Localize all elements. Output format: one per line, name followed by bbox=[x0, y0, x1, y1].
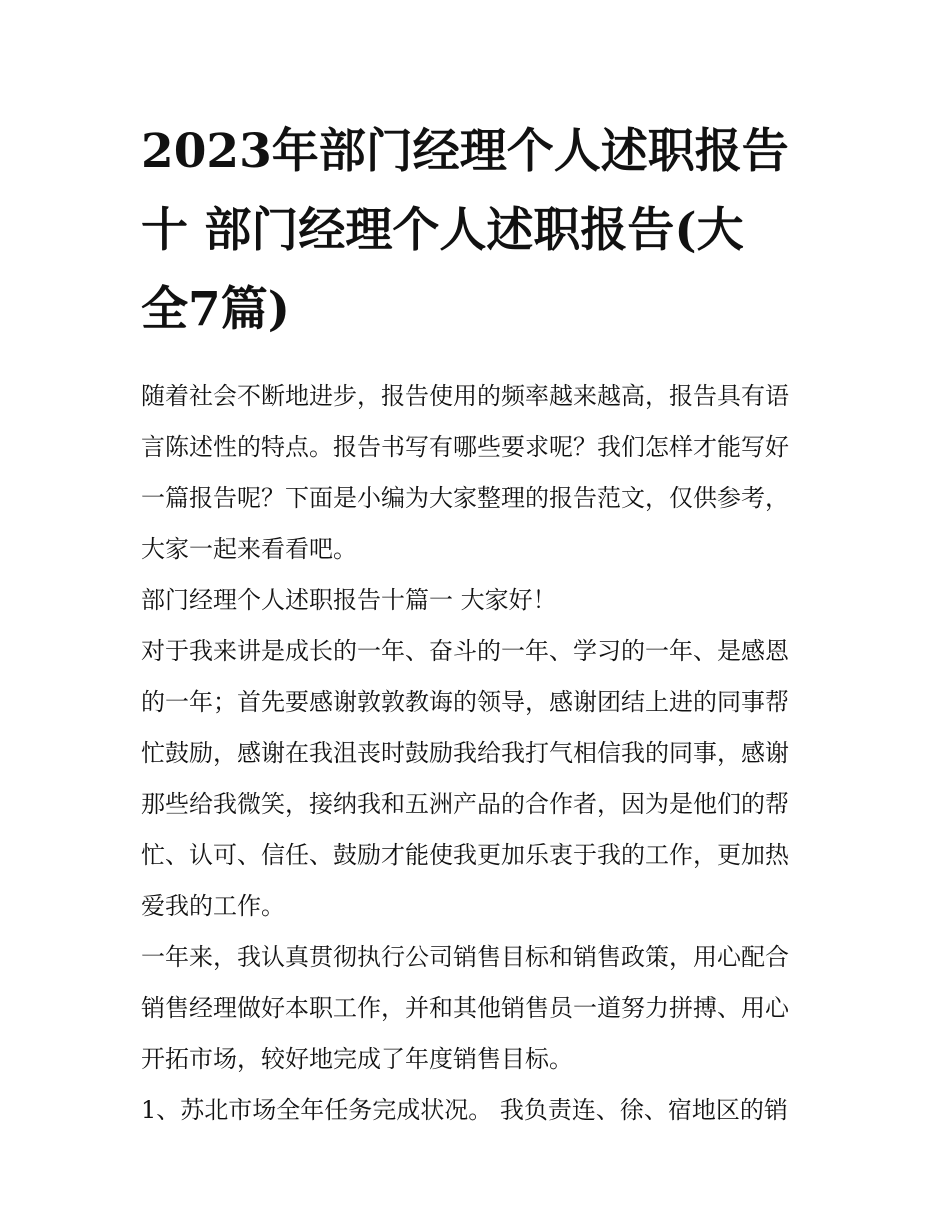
paragraph-line: 随着社会不断地进步，报告使用的频率越来越高，报告具有语 bbox=[141, 382, 789, 410]
paragraph-line: 部门经理个人述职报告十篇一 大家好！ bbox=[141, 586, 557, 614]
document-content bbox=[141, 112, 819, 1136]
paragraph-line: 爱我的工作。 bbox=[141, 892, 285, 920]
intro-paragraph bbox=[141, 371, 819, 575]
document-title bbox=[141, 112, 819, 349]
title-line-2: 十 部门经理个人述职报告(大 bbox=[141, 203, 744, 258]
paragraph-line: 的一年；首先要感谢敦敦教诲的领导，感谢团结上进的同事帮 bbox=[141, 688, 789, 716]
paragraph-line: 一年来，我认真贯彻执行公司销售目标和销售政策，用心配合 bbox=[141, 943, 789, 971]
gratitude-paragraph bbox=[141, 626, 819, 932]
summary-paragraph bbox=[141, 932, 819, 1085]
paragraph-line: 1、苏北市场全年任务完成状况。 我负责连、徐、宿地区的销 bbox=[141, 1096, 788, 1124]
paragraph-line: 一篇报告呢？下面是小编为大家整理的报告范文，仅供参考， bbox=[141, 484, 789, 512]
paragraph-line: 对于我来讲是成长的一年、奋斗的一年、学习的一年、是感恩 bbox=[141, 637, 789, 665]
title-line-1: 2023年部门经理个人述职报告 bbox=[141, 124, 789, 179]
paragraph-line: 大家一起来看看吧。 bbox=[141, 535, 357, 563]
numbered-item-paragraph bbox=[141, 1085, 819, 1136]
paragraph-line: 忙、认可、信任、鼓励才能使我更加乐衷于我的工作，更加热 bbox=[141, 841, 789, 869]
title-line-3: 全7篇) bbox=[141, 282, 290, 337]
paragraph-line: 忙鼓励，感谢在我沮丧时鼓励我给我打气相信我的同事，感谢 bbox=[141, 739, 789, 767]
paragraph-line: 开拓市场，较好地完成了年度销售目标。 bbox=[141, 1045, 573, 1073]
paragraph-line: 销售经理做好本职工作，并和其他销售员一道努力拼搏、用心 bbox=[141, 994, 789, 1022]
paragraph-line: 言陈述性的特点。报告书写有哪些要求呢？我们怎样才能写好 bbox=[141, 433, 789, 461]
section-heading-paragraph bbox=[141, 575, 819, 626]
paragraph-line: 那些给我微笑，接纳我和五洲产品的合作者，因为是他们的帮 bbox=[141, 790, 789, 818]
